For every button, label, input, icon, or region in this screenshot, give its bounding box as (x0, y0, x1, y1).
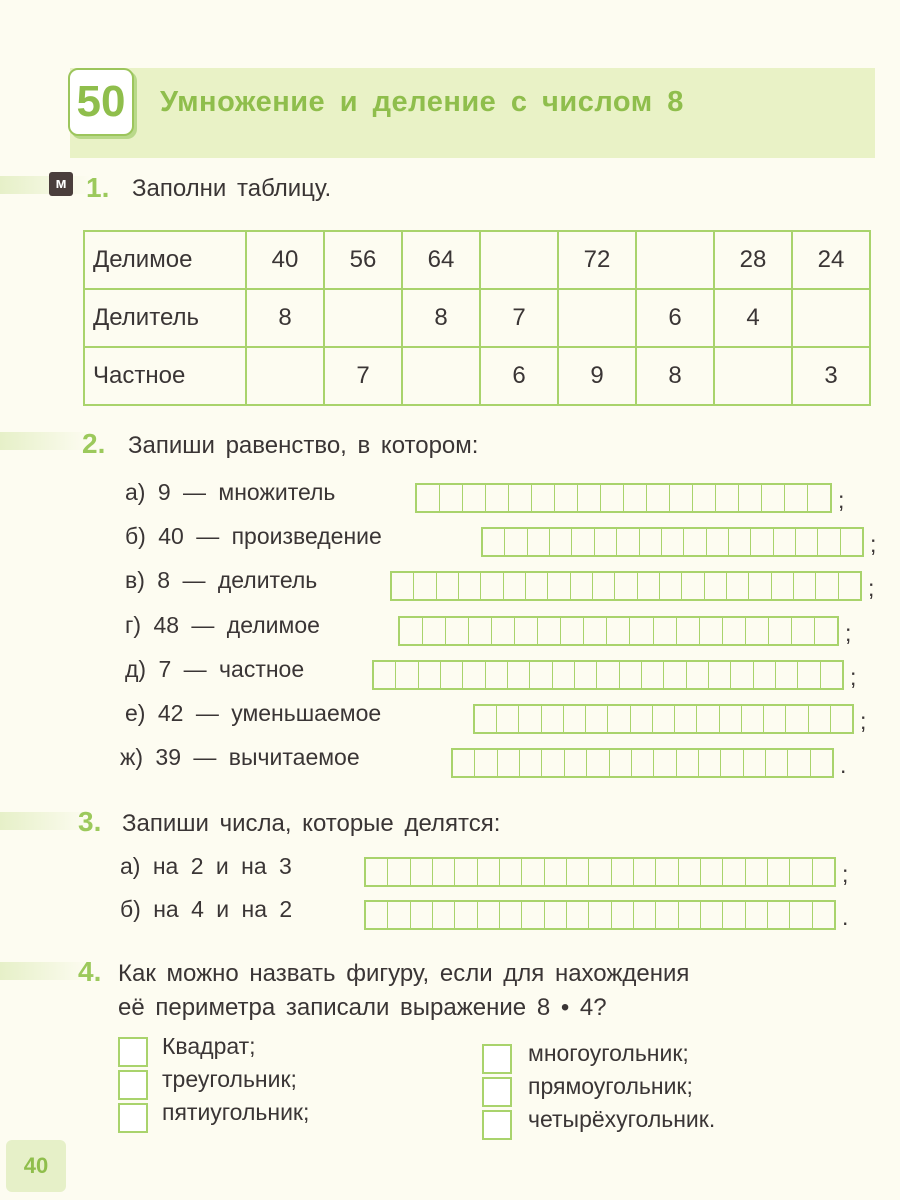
item-label: е) 42 — уменьшаемое (125, 700, 382, 726)
answer-cell[interactable] (411, 859, 433, 885)
answer-cell[interactable] (610, 750, 632, 776)
answer-cell[interactable] (790, 902, 812, 928)
answer-cell[interactable] (677, 618, 700, 644)
table-row (84, 289, 870, 347)
item-end: ; (845, 620, 852, 646)
answer-cell[interactable] (815, 618, 837, 644)
item-label: а) 9 — множитель (125, 479, 336, 505)
table-cell[interactable] (792, 289, 870, 347)
answer-cell[interactable] (729, 529, 751, 555)
answer-cell[interactable] (366, 859, 388, 885)
answer-cell[interactable] (723, 618, 746, 644)
task4-number: 4. (78, 956, 102, 987)
answer-cell[interactable] (608, 706, 630, 732)
table-cell[interactable] (714, 347, 792, 405)
task1-text: Заполни таблицу. (132, 175, 332, 202)
option-checkbox[interactable] (118, 1037, 148, 1067)
answer-cell[interactable] (423, 618, 446, 644)
item-end: ; (868, 575, 875, 601)
answer-cell[interactable] (567, 859, 589, 885)
answer-cells[interactable] (481, 527, 864, 557)
answer-cell[interactable] (437, 573, 459, 599)
answer-cell[interactable] (790, 859, 812, 885)
lesson-title: Умножение и деление с числом 8 (160, 86, 684, 118)
answer-cell[interactable] (411, 902, 433, 928)
answer-cell[interactable] (492, 618, 515, 644)
answer-cell[interactable] (638, 573, 660, 599)
option-label: треугольник; (162, 1066, 297, 1092)
answer-cell[interactable] (584, 618, 607, 644)
answer-cell[interactable] (463, 662, 485, 688)
answer-cell[interactable] (550, 529, 572, 555)
table-cell[interactable] (480, 231, 558, 289)
answer-cell[interactable] (441, 662, 463, 688)
answer-cell[interactable] (612, 859, 634, 885)
answer-cell[interactable] (453, 750, 475, 776)
answer-cell[interactable] (572, 529, 594, 555)
answer-cell[interactable] (612, 902, 634, 928)
answer-cell[interactable] (500, 902, 522, 928)
answer-cell[interactable] (481, 573, 503, 599)
answer-cell[interactable] (595, 529, 617, 555)
answer-cell[interactable] (772, 573, 794, 599)
task3-number: 3. (78, 806, 102, 837)
task2-number: 2. (82, 428, 106, 459)
answer-cell[interactable] (483, 529, 505, 555)
answer-cell[interactable] (746, 859, 768, 885)
answer-cell[interactable] (808, 485, 830, 511)
task4-line2: её периметра записали выражение 8 • 4? (118, 994, 607, 1021)
answer-cell[interactable] (811, 750, 832, 776)
option-label: многоугольник; (528, 1040, 689, 1066)
answer-cell[interactable] (520, 750, 542, 776)
answer-cell[interactable] (400, 618, 423, 644)
answer-cell[interactable] (634, 902, 656, 928)
answer-cell[interactable] (587, 750, 609, 776)
answer-cell[interactable] (716, 485, 739, 511)
answer-cell[interactable] (664, 662, 686, 688)
answer-cell[interactable] (675, 706, 697, 732)
answer-cell[interactable] (578, 485, 601, 511)
item-label: ж) 39 — вычитаемое (120, 744, 360, 770)
answer-cell[interactable] (788, 750, 810, 776)
answer-cell[interactable] (624, 485, 647, 511)
table-cell[interactable] (324, 289, 402, 347)
task-stripe (0, 812, 90, 830)
answer-cell[interactable] (528, 529, 550, 555)
m-badge-icon: м (49, 172, 73, 196)
answer-cell[interactable] (792, 618, 815, 644)
answer-cell[interactable] (469, 618, 492, 644)
answer-cell[interactable] (545, 859, 567, 885)
answer-cell[interactable] (374, 662, 396, 688)
task-stripe (0, 432, 90, 450)
answer-cell[interactable] (414, 573, 436, 599)
answer-cell[interactable] (615, 573, 637, 599)
answer-cell[interactable] (475, 706, 497, 732)
option-checkbox[interactable] (118, 1103, 148, 1133)
answer-cell[interactable] (630, 618, 653, 644)
item-end: ; (842, 861, 849, 887)
table-cell: 28 (714, 231, 792, 289)
answer-cell[interactable] (504, 573, 526, 599)
option-checkbox[interactable] (118, 1070, 148, 1100)
answer-cell[interactable] (731, 662, 753, 688)
option-checkbox[interactable] (482, 1077, 512, 1107)
answer-cell[interactable] (509, 485, 532, 511)
answer-cell[interactable] (459, 573, 481, 599)
answer-cell[interactable] (809, 706, 831, 732)
answer-cell[interactable] (497, 706, 519, 732)
item-label: б) 40 — произведение (125, 523, 382, 549)
answer-cell[interactable] (701, 902, 723, 928)
answer-cell[interactable] (647, 485, 670, 511)
answer-cell[interactable] (693, 485, 716, 511)
table-cell[interactable] (246, 347, 324, 405)
answer-cell[interactable] (519, 706, 541, 732)
answer-cell[interactable] (561, 618, 584, 644)
answer-cell[interactable] (813, 859, 834, 885)
answer-cell[interactable] (455, 902, 477, 928)
answer-cell[interactable] (727, 573, 749, 599)
task-stripe (0, 962, 90, 980)
answer-cell[interactable] (508, 662, 530, 688)
answer-cell[interactable] (505, 529, 527, 555)
fill-table (83, 230, 871, 406)
answer-cell[interactable] (679, 859, 701, 885)
answer-cell[interactable] (589, 902, 611, 928)
answer-cell[interactable] (396, 662, 418, 688)
option-checkbox[interactable] (482, 1044, 512, 1074)
table-cell: 72 (558, 231, 636, 289)
answer-cell[interactable] (475, 750, 497, 776)
answer-cell[interactable] (631, 706, 653, 732)
answer-cell[interactable] (656, 902, 678, 928)
answer-cell[interactable] (515, 618, 538, 644)
answer-cell[interactable] (446, 618, 469, 644)
option-checkbox[interactable] (482, 1110, 512, 1140)
answer-cells[interactable] (473, 704, 854, 734)
answer-cell[interactable] (654, 750, 676, 776)
answer-cell[interactable] (707, 529, 729, 555)
row-header: Частное (84, 347, 246, 405)
answer-cell[interactable] (831, 706, 852, 732)
answer-cell[interactable] (607, 618, 630, 644)
answer-cell[interactable] (746, 618, 769, 644)
answer-cell[interactable] (670, 485, 693, 511)
answer-cell[interactable] (532, 485, 555, 511)
answer-cell[interactable] (677, 750, 699, 776)
answer-cell[interactable] (762, 485, 785, 511)
table-cell: 9 (558, 347, 636, 405)
answer-cell[interactable] (455, 859, 477, 885)
answer-cell[interactable] (813, 902, 834, 928)
answer-cell[interactable] (679, 902, 701, 928)
table-cell[interactable] (636, 231, 714, 289)
table-cell[interactable] (402, 347, 480, 405)
answer-cell[interactable] (575, 662, 597, 688)
answer-cell[interactable] (632, 750, 654, 776)
answer-cell[interactable] (749, 573, 771, 599)
answer-cells[interactable] (364, 900, 836, 930)
answer-cell[interactable] (548, 573, 570, 599)
answer-cell[interactable] (601, 485, 624, 511)
answer-cell[interactable] (542, 706, 564, 732)
table-cell: 3 (792, 347, 870, 405)
answer-cells[interactable] (372, 660, 844, 690)
answer-cell[interactable] (739, 485, 762, 511)
option-label: прямоугольник; (528, 1073, 693, 1099)
answer-cell[interactable] (841, 529, 862, 555)
table-cell: 8 (246, 289, 324, 347)
answer-cell[interactable] (699, 750, 721, 776)
answer-cells[interactable] (390, 571, 862, 601)
answer-cell[interactable] (642, 662, 664, 688)
answer-cell[interactable] (593, 573, 615, 599)
table-row (84, 347, 870, 405)
row-header: Делитель (84, 289, 246, 347)
answer-cell[interactable] (821, 662, 842, 688)
answer-cell[interactable] (723, 902, 745, 928)
answer-cell[interactable] (662, 529, 684, 555)
answer-cell[interactable] (776, 662, 798, 688)
answer-cell[interactable] (597, 662, 619, 688)
answer-cell[interactable] (555, 485, 578, 511)
task2-text: Запиши равенство, в котором: (128, 432, 479, 459)
task4-line1: Как можно назвать фигуру, если для нахождения (118, 960, 690, 987)
answer-cell[interactable] (433, 902, 455, 928)
answer-cell[interactable] (746, 902, 768, 928)
answer-cell[interactable] (634, 859, 656, 885)
answer-cell[interactable] (478, 902, 500, 928)
answer-cell[interactable] (500, 859, 522, 885)
answer-cell[interactable] (742, 706, 764, 732)
answer-cell[interactable] (419, 662, 441, 688)
item-label: д) 7 — частное (125, 656, 305, 682)
item-end: . (840, 752, 847, 778)
answer-cell[interactable] (545, 902, 567, 928)
table-cell: 7 (324, 347, 402, 405)
answer-cell[interactable] (553, 662, 575, 688)
item-label: а) на 2 и на 3 (120, 853, 292, 879)
answer-cell[interactable] (617, 529, 639, 555)
table-cell: 64 (402, 231, 480, 289)
answer-cell[interactable] (388, 902, 410, 928)
answer-cell[interactable] (705, 573, 727, 599)
item-label: г) 48 — делимое (125, 612, 320, 638)
answer-cell[interactable] (754, 662, 776, 688)
answer-cells[interactable] (398, 616, 839, 646)
task-stripe (0, 176, 90, 194)
answer-cell[interactable] (526, 573, 548, 599)
answer-cell[interactable] (766, 750, 788, 776)
answer-cell[interactable] (392, 573, 414, 599)
answer-cell[interactable] (620, 662, 642, 688)
item-label: б) на 4 и на 2 (120, 896, 293, 922)
answer-cell[interactable] (366, 902, 388, 928)
table-cell: 24 (792, 231, 870, 289)
answer-cell[interactable] (564, 706, 586, 732)
answer-cells[interactable] (415, 483, 832, 513)
task1-number: 1. (86, 172, 110, 203)
answer-cell[interactable] (654, 618, 677, 644)
answer-cell[interactable] (589, 859, 611, 885)
table-cell: 8 (636, 347, 714, 405)
answer-cell[interactable] (764, 706, 786, 732)
answer-cell[interactable] (440, 485, 463, 511)
table-cell: 6 (636, 289, 714, 347)
answer-cell[interactable] (433, 859, 455, 885)
answer-cell[interactable] (744, 750, 766, 776)
answer-cell[interactable] (538, 618, 561, 644)
answer-cell[interactable] (720, 706, 742, 732)
answer-cell[interactable] (768, 902, 790, 928)
answer-cell[interactable] (656, 859, 678, 885)
answer-cell[interactable] (498, 750, 520, 776)
answer-cell[interactable] (816, 573, 838, 599)
answer-cell[interactable] (786, 706, 808, 732)
answer-cell[interactable] (721, 750, 743, 776)
answer-cell[interactable] (640, 529, 662, 555)
table-cell: 6 (480, 347, 558, 405)
answer-cell[interactable] (653, 706, 675, 732)
lesson-number: 50 (68, 68, 134, 136)
answer-cell[interactable] (522, 859, 544, 885)
option-label: четырёхугольник. (528, 1106, 716, 1132)
answer-cell[interactable] (682, 573, 704, 599)
table-cell: 40 (246, 231, 324, 289)
answer-cell[interactable] (463, 485, 486, 511)
item-end: ; (850, 664, 857, 690)
page-number: 40 (6, 1140, 66, 1192)
table-row (84, 231, 870, 289)
answer-cells[interactable] (364, 857, 836, 887)
table-cell: 4 (714, 289, 792, 347)
answer-cell[interactable] (769, 618, 792, 644)
table-cell: 7 (480, 289, 558, 347)
answer-cell[interactable] (697, 706, 719, 732)
item-end: ; (860, 708, 867, 734)
answer-cell[interactable] (478, 859, 500, 885)
answer-cell[interactable] (785, 485, 808, 511)
answer-cell[interactable] (684, 529, 706, 555)
answer-cell[interactable] (522, 902, 544, 928)
answer-cell[interactable] (768, 859, 790, 885)
answer-cell[interactable] (751, 529, 773, 555)
answer-cell[interactable] (486, 485, 509, 511)
task3-text: Запиши числа, которые делятся: (122, 810, 501, 837)
answer-cell[interactable] (723, 859, 745, 885)
answer-cell[interactable] (565, 750, 587, 776)
item-end: ; (870, 531, 877, 557)
answer-cell[interactable] (388, 859, 410, 885)
table-cell[interactable] (558, 289, 636, 347)
answer-cell[interactable] (567, 902, 589, 928)
answer-cell[interactable] (796, 529, 818, 555)
table-cell: 56 (324, 231, 402, 289)
item-end: . (842, 904, 849, 930)
option-label: пятиугольник; (162, 1099, 310, 1125)
answer-cell[interactable] (839, 573, 860, 599)
answer-cell[interactable] (571, 573, 593, 599)
answer-cells[interactable] (451, 748, 834, 778)
answer-cell[interactable] (660, 573, 682, 599)
answer-cell[interactable] (417, 485, 440, 511)
answer-cell[interactable] (798, 662, 820, 688)
answer-cell[interactable] (530, 662, 552, 688)
answer-cell[interactable] (700, 618, 723, 644)
answer-cell[interactable] (774, 529, 796, 555)
item-label: в) 8 — делитель (125, 567, 318, 593)
option-label: Квадрат; (162, 1033, 256, 1059)
row-header: Делимое (84, 231, 246, 289)
answer-cell[interactable] (486, 662, 508, 688)
answer-cell[interactable] (687, 662, 709, 688)
answer-cell[interactable] (709, 662, 731, 688)
answer-cell[interactable] (794, 573, 816, 599)
answer-cell[interactable] (542, 750, 564, 776)
answer-cell[interactable] (818, 529, 840, 555)
table-cell: 8 (402, 289, 480, 347)
answer-cell[interactable] (701, 859, 723, 885)
item-end: ; (838, 487, 845, 513)
answer-cell[interactable] (586, 706, 608, 732)
